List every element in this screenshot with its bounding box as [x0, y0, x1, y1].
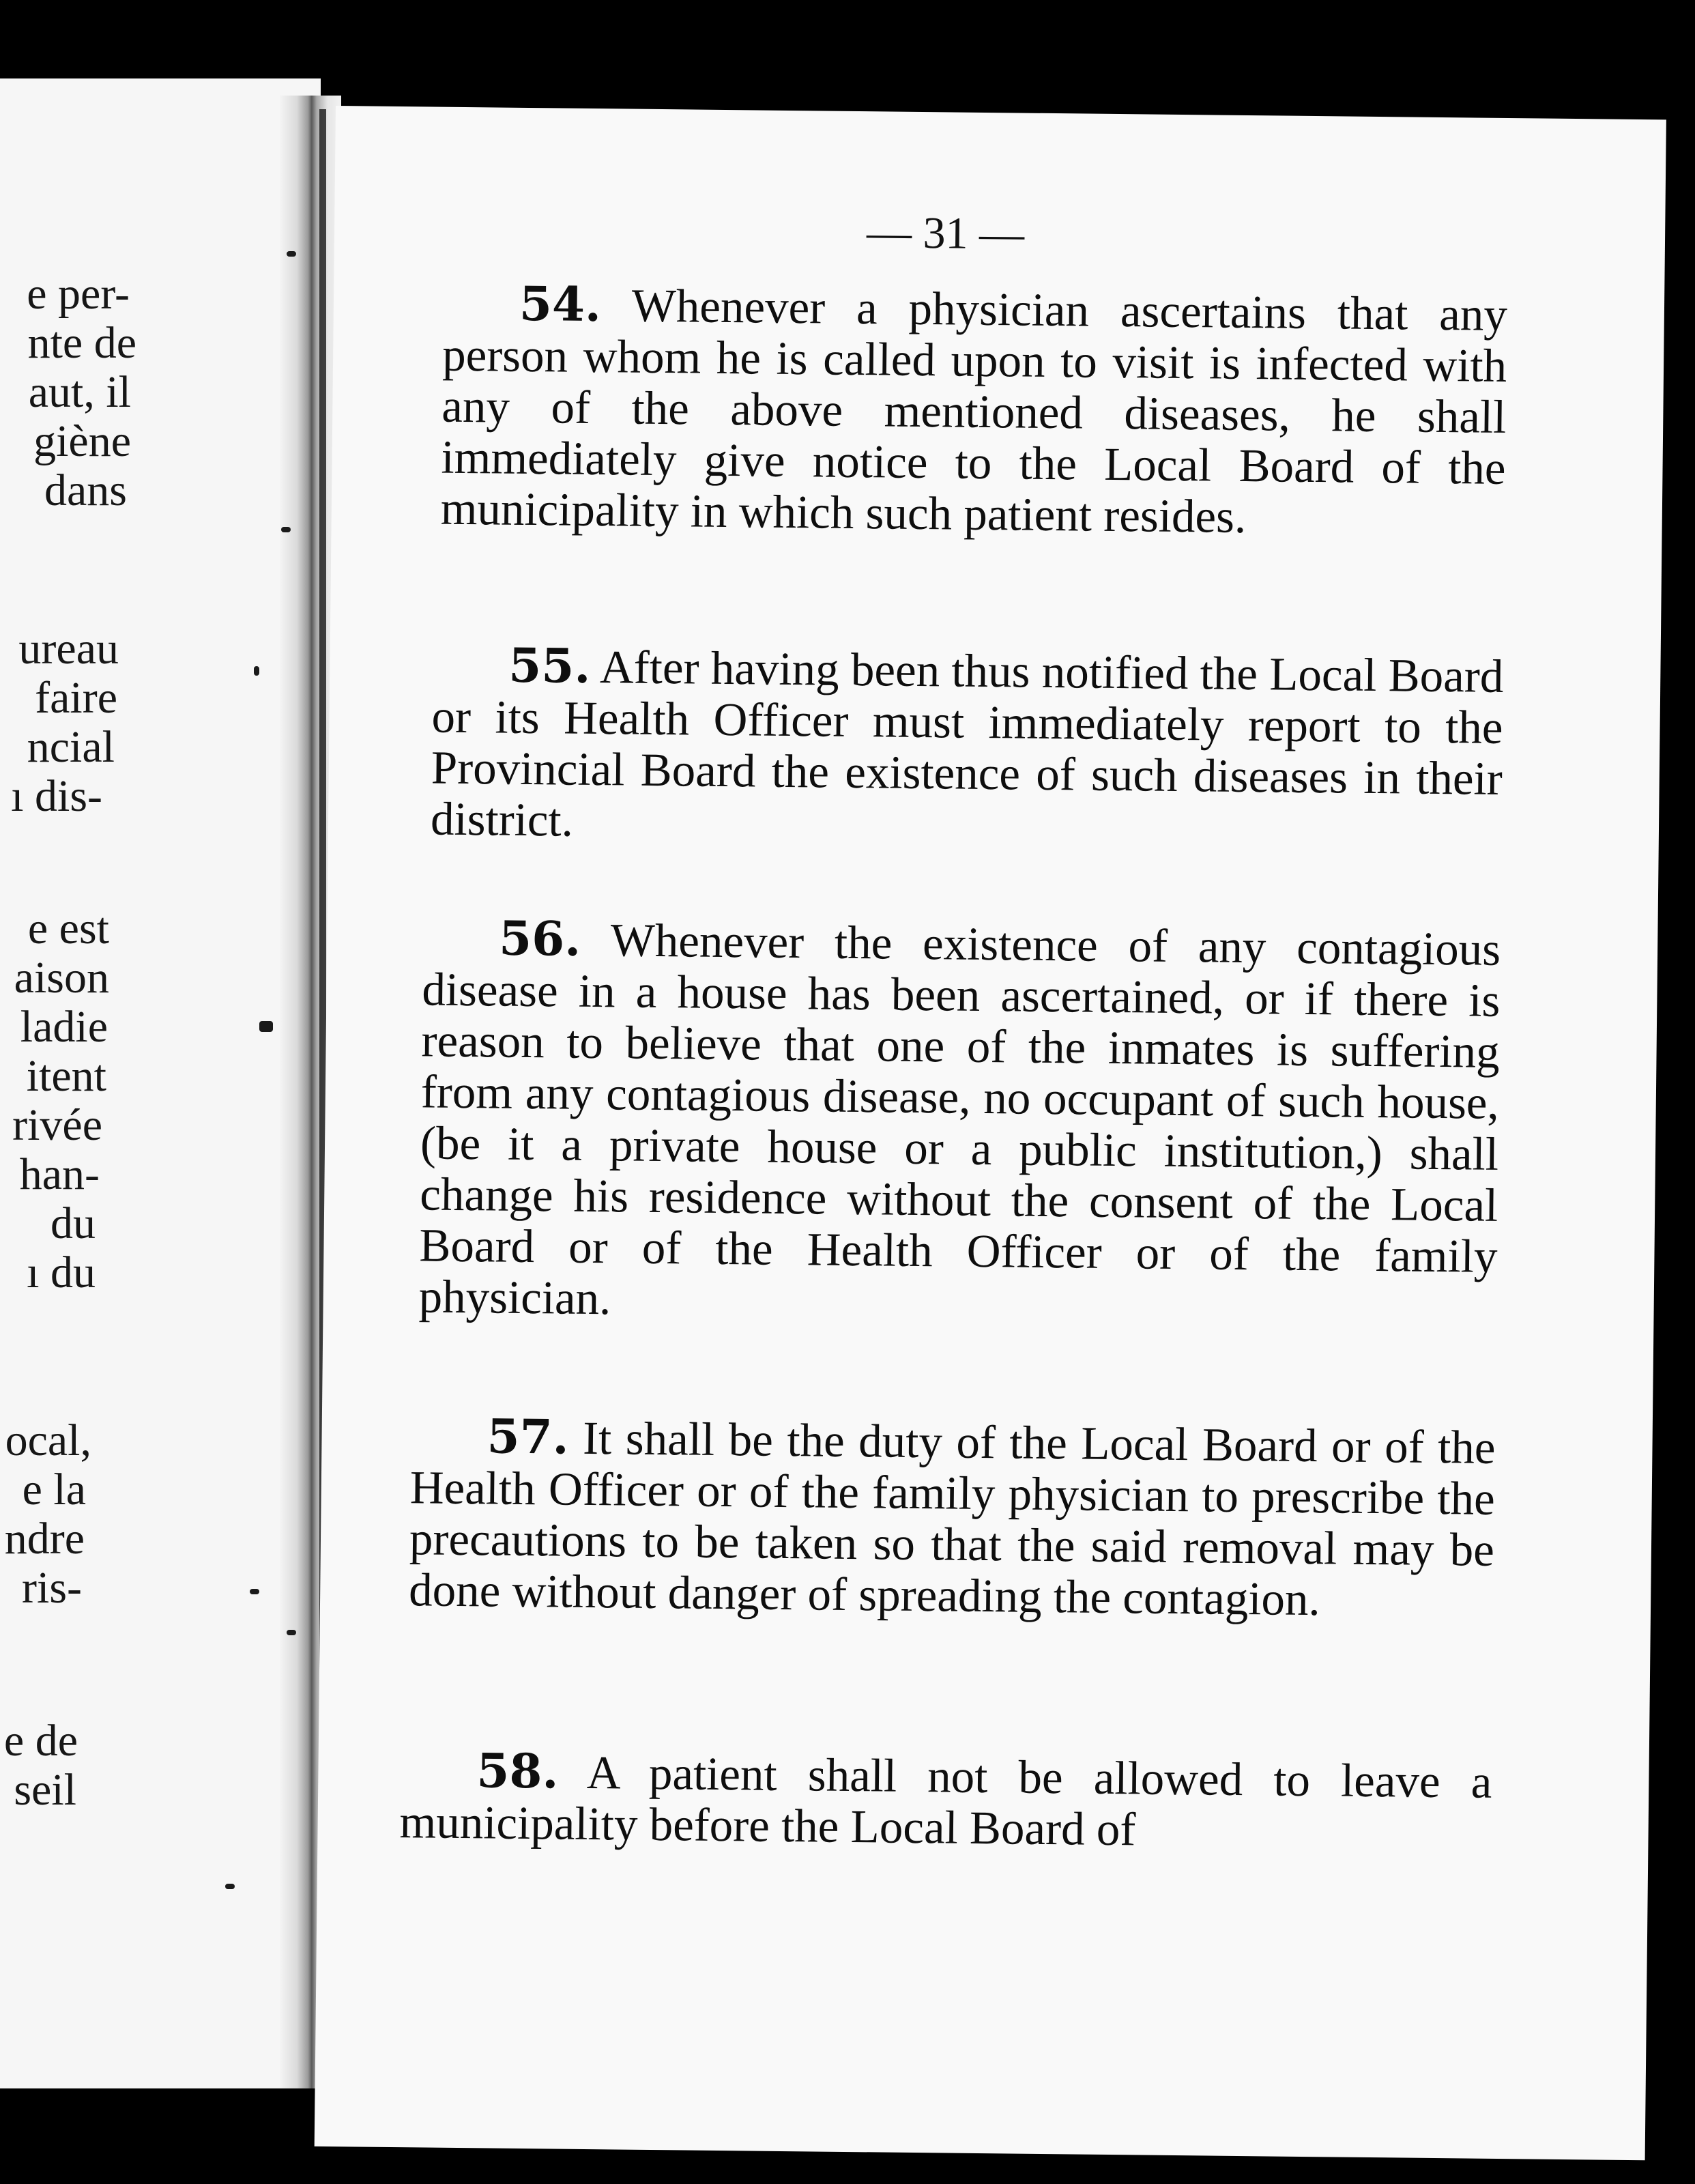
left-page-line: faire	[35, 673, 117, 723]
section-55	[430, 637, 1504, 856]
section-54	[440, 278, 1507, 545]
section-paragraph	[430, 637, 1504, 856]
left-page-line: ı du	[27, 1248, 96, 1297]
left-page-line: giène	[33, 416, 131, 466]
section-paragraph	[409, 1410, 1496, 1627]
left-page-line: han-	[19, 1149, 100, 1199]
section-number: 58.	[476, 1743, 559, 1800]
left-page-line: ris-	[22, 1563, 82, 1613]
section-58	[399, 1744, 1492, 1859]
left-page-line: aison	[14, 953, 109, 1003]
section-text: Whenever the existence of any contagious disease in a house has been ascertained, or if there is reason to believe that one of the inmates is suffering from any contagious disease, no occupant of such house, (be it a private house or a public institution,) shall change his residence without the consent of the Local Board or of the Health Officer or of the family physician.	[418, 914, 1501, 1325]
left-page-line: e de	[3, 1716, 78, 1766]
scan-speck	[250, 1589, 259, 1594]
right-page	[315, 106, 1666, 2160]
left-page-line: ndre	[4, 1514, 85, 1564]
section-paragraph	[440, 278, 1507, 545]
left-page-line: du	[50, 1198, 96, 1248]
section-text: A patient shall not be allowed to leave a municipality before the Local Board of	[399, 1746, 1492, 1856]
scan-speck	[225, 1884, 235, 1889]
left-facing-page	[0, 78, 321, 2088]
left-page-line: ncial	[27, 722, 115, 772]
left-page-line: ureau	[18, 624, 119, 674]
section-number: 56.	[498, 910, 581, 967]
section-paragraph	[399, 1744, 1492, 1859]
section-text: Whenever a physician ascertains that any person whom he is called upon to visit is infected with any of the above mentioned diseases, he shall immediately give notice to the Local Board of the municipality in which such patient resides.	[440, 279, 1508, 543]
scan-speck	[254, 666, 259, 676]
left-page-line: seil	[14, 1765, 76, 1815]
left-page-line: ı dis-	[11, 771, 102, 821]
left-page-line: ladie	[20, 1002, 108, 1052]
section-text: After having been thus notified the Local Board or its Health Officer must immediately report to the Provincial Board the existence of such diseases in their district.	[430, 641, 1504, 846]
left-page-line: dans	[44, 465, 127, 515]
left-page-line: rivée	[12, 1100, 102, 1150]
left-page-line: aut, il	[28, 367, 131, 417]
left-page-line: e per-	[27, 269, 130, 319]
scan-speck	[259, 1021, 273, 1032]
left-page-line: nte de	[27, 318, 136, 368]
section-57	[409, 1410, 1496, 1627]
page-number: — 31 —	[866, 207, 1025, 259]
left-page-line: ocal,	[5, 1416, 91, 1465]
left-page-line: itent	[26, 1051, 106, 1101]
scan-speck	[287, 251, 296, 257]
section-text: It shall be the duty of the Local Board or of the Health Officer or of the family physician to prescribe the precautions to be taken so that the said removal may be done without danger of spreading the contagion.	[408, 1411, 1496, 1626]
left-page-line: e la	[22, 1465, 86, 1514]
scan-speck	[287, 1630, 296, 1635]
section-number: 55.	[508, 637, 591, 694]
left-page-line: e est	[27, 904, 109, 953]
section-56	[418, 912, 1501, 1334]
section-paragraph	[418, 912, 1501, 1334]
scan-speck	[281, 527, 291, 532]
section-number: 54.	[519, 276, 602, 333]
section-number: 57.	[487, 1409, 570, 1465]
